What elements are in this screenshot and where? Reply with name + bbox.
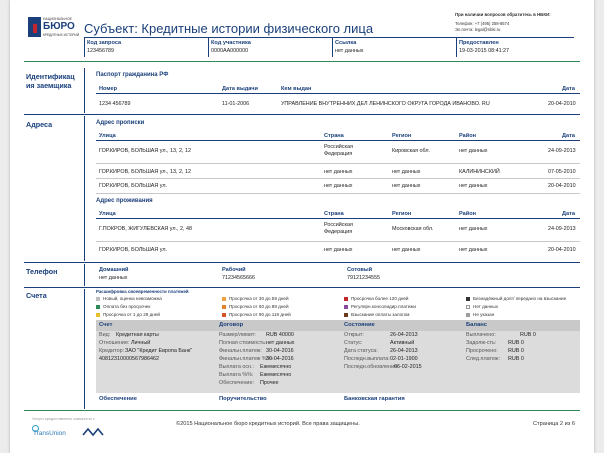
- reg-col-street: Улица: [99, 133, 116, 139]
- legend-swatch: [96, 313, 100, 317]
- page-title: Субъект: Кредитные истории физического лица: [84, 21, 374, 36]
- balance-header: Баланс: [466, 322, 488, 328]
- reference-label: Ссылка: [335, 40, 357, 46]
- guarantee-header: Поручительство: [219, 396, 267, 402]
- status-header: Состояние: [344, 322, 375, 328]
- reg-col-date: Дата: [562, 133, 575, 139]
- passport-date: 20-04-2010: [548, 101, 576, 107]
- passport-col-date: Дата: [562, 86, 575, 92]
- identification-section-label: Идентификац ия заемщика: [26, 72, 75, 90]
- passport-title: Паспорт гражданина РФ: [96, 72, 169, 78]
- member-code-value: 0000AA000000: [211, 48, 249, 54]
- legend-swatch: [222, 305, 226, 309]
- legend-swatch: [96, 305, 100, 309]
- page-number: Страница 2 из 6: [533, 421, 575, 427]
- res-col-region: Регион: [392, 211, 412, 217]
- contract-header: Договор: [219, 322, 244, 328]
- legend-swatch: [344, 313, 348, 317]
- account-header: Счет: [99, 322, 113, 328]
- phone-home-value: нет данных: [99, 275, 128, 281]
- legend-swatch: [96, 297, 100, 301]
- res-col-street: Улица: [99, 211, 116, 217]
- legend-swatch: [222, 313, 226, 317]
- legend-swatch: [222, 297, 226, 301]
- provided-value: 19-03-2015 08:41:27: [459, 48, 510, 54]
- addresses-section-label: Адреса: [26, 120, 53, 129]
- request-code-label: Код запроса: [87, 40, 122, 46]
- res-col-country: Страна: [324, 211, 344, 217]
- accounts-section-label: Счета: [26, 291, 47, 300]
- res-col-district: Район: [459, 211, 477, 217]
- member-code-label: Код участника: [211, 40, 251, 46]
- contact-email[interactable]: Эл.почта: legal@nbki.ru: [455, 27, 501, 32]
- passport-col-issue-date: Дата выдачи: [222, 86, 258, 92]
- passport-issuer: УПРАВЛЕНИЕ ВНУТРЕННИХ ДЕЛ ЛЕНИНСКОГО ОКРУГА ГОРОДА ИВАНОВО. RU: [281, 101, 490, 107]
- phone-section-label: Телефон: [26, 267, 58, 276]
- phone-work-value: 71234565666: [222, 275, 255, 281]
- phone-work-label: Рабочий: [222, 267, 246, 273]
- residence-address-title: Адрес проживания: [96, 198, 153, 204]
- reg-col-region: Регион: [392, 133, 412, 139]
- copyright: ©2015 Национальное бюро кредитных историй. Все права защищены.: [176, 421, 360, 427]
- legend-swatch: [466, 305, 470, 309]
- registration-address-title: Адрес прописки: [96, 120, 145, 126]
- phone-mobile-label: Сотовый: [347, 267, 373, 273]
- passport-col-number: Номер: [99, 86, 118, 92]
- passport-issue-date: 11-01-2006: [222, 101, 250, 107]
- bank-guarantee-header: Банковская гарантия: [344, 396, 405, 402]
- contact-phone: Телефон: +7 (495) 258-8574: [455, 21, 510, 26]
- reference-value: нет данных: [335, 48, 364, 54]
- report-page: НАЦИОНАЛЬНОЕ БЮРО КРЕДИТНЫХ ИСТОРИЙ Субъект: Кредитные истории физического лица При наличии вопросов обратитесь в НБКИ: Телефон: +7 (495) 258-8574 Эл.почта: legal@nbki.ru Код запроса 123456789 Код участника 0000AA000000 Ссылка нет данных Предоставлен 19-03-2015 08:41:27 Идентификац ия заемщика Паспорт гражданина РФ Номер Дата выдачи Кем выдан Дата 1234 456789 11-01-2006 УПРАВЛЕНИЕ ВНУТРЕННИХ ДЕЛ ЛЕНИНСКОГО ОКРУГА ГОРОДА ИВАНОВО. RU 20-04-2010 Адреса Адрес прописки Улица Страна Регион Район Дата ГОР.КИРОВ, БОЛЬШАЯ ул., 13, 2, 12 Российская Федерация Кировская обл. нет данных 24-09-2013 ГОР.КИРОВ, БОЛЬШАЯ ул., 13, 2, 12 нет данных нет данных КАЛИНИНСКИЙ 07-05-2010 ГОР.КИРОВ, БОЛЬШАЯ ул. нет данных нет данных нет данных 20-04-2010 Адрес проживания Улица Страна Регион Район Дата Г.ПОКРОВ, ЖИГУЛЕВСКАЯ ул., 2, 48 Российская Федерация Московская обл. нет данных 24-09-2013 ГОР.КИРОВ, БОЛЬШАЯ ул. нет данных нет данных нет данных 20-04-2010 Телефон Домашний Рабочий Сотовый нет данных 71234565666 79121234555 Счета Расшифровка своевременности платежей Новый, оценка невозможна Оплата без просрочек Просрочка от 1 до 29 дней Просрочка от 30 до 59 дней Просрочка от 60 до 89 дней Просрочка от 90 до 119 дней Просрочка более 120 дней Регулярн.консолидир.платежи Взыскание оплаты залогом Безнадёжный долг/ передано на взыскание Нет данных Не указан Счет Договор Состояние Баланс Вид: Кредитная карты Отношение: Личный Кредитор: ЗАО "Кредит Европа Банк" 40812310000567986462 Размер/лимит: RUB 40000 Полная стоимость: нет данных Финальн.платеж: 30-04-2016 Финальн.платеж %%: 30-04-2016 Выплата осн.: Ежемесячно Выплата %%: Ежемесячно Обеспечение: Прочее Открыт: 26-04-2013 Статус: Активный Дата статуса: 26-04-2013 Последн.выплата: 02-01-1900 Последн.обновление: 06-02-2015 Выплачено: RUB 0 Задолж-сть: RUB 0 Просрочено: RUB 0 След.платеж: RUB 0 Обеспечение Поручительство Банковская гарантия Услуги предоставлены совместно с TransUnion ©2015 Национальное бюро кредитных историй. Все права защищены. Страница 2 из 6: [10, 0, 594, 453]
- phone-home-label: Домашний: [99, 267, 129, 273]
- passport-col-issuer: Кем выдан: [281, 86, 312, 92]
- legend-swatch: [344, 297, 348, 301]
- res-col-date: Дата: [562, 211, 575, 217]
- passport-number: 1234 456789: [99, 101, 131, 107]
- reg-col-district: Район: [459, 133, 477, 139]
- legend-swatch: [466, 313, 470, 317]
- legend-swatch: [344, 305, 348, 309]
- provided-label: Предоставлен: [459, 40, 499, 46]
- request-code-value: 123456789: [87, 48, 114, 54]
- collateral-header: Обеспечение: [99, 396, 137, 402]
- contact-title: При наличии вопросов обратитесь в НБКИ:: [455, 12, 551, 17]
- partner-note: Услуги предоставлены совместно с: [32, 417, 95, 421]
- legend-title: Расшифровка своевременности платежей: [96, 289, 189, 294]
- reg-col-country: Страна: [324, 133, 344, 139]
- legend-swatch: [466, 297, 470, 301]
- phone-mobile-value: 79121234555: [347, 275, 380, 281]
